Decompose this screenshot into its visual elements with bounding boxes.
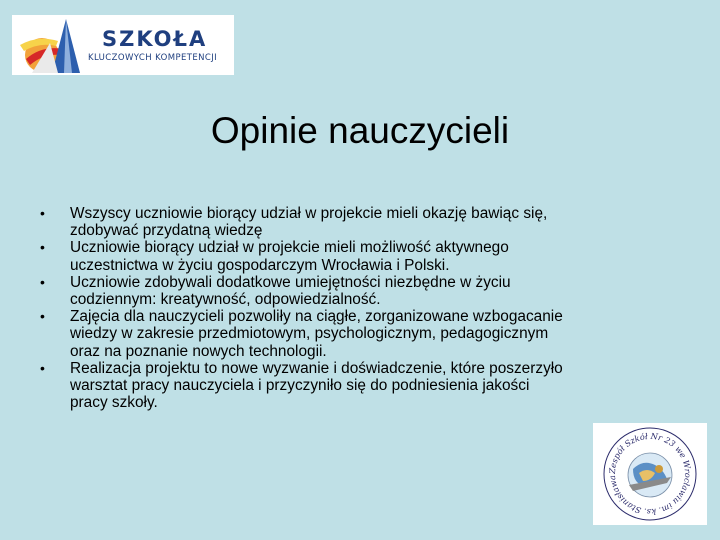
bullet-item	[40, 205, 570, 239]
bullet-dot-icon: •	[40, 359, 45, 376]
bullet-text: Uczniowie zdobywali dodatkowe umiejętności niezbędne w życiu codziennym: kreatywność, odpowiedzialność.	[70, 273, 511, 309]
school-seal	[593, 423, 707, 525]
logo-subtitle: KLUCZOWYCH KOMPETENCJI	[88, 53, 218, 63]
bullet-item	[40, 308, 570, 360]
seal-text: Zespół Szkół Nr 23 we Wrocławiu im. ks. Stanisława	[606, 430, 694, 518]
bullet-dot-icon: •	[40, 273, 45, 290]
bullet-dot-icon: •	[40, 239, 45, 256]
szkola-logo	[12, 15, 234, 75]
bullet-text: Realizacja projektu to nowe wyzwanie i doświadczenie, które poszerzyło warsztat pracy nauczyciela i przyczyniło się do podniesienia jakości pracy szkoły.	[70, 359, 563, 412]
logo-title: SZKOŁA	[102, 27, 208, 51]
bullet-text: Zajęcia dla nauczycieli pozwoliły na ciągłe, zorganizowane wzbogacanie wiedzy w zakresie przedmiotowym, psychologicznym, pedagogicznym oraz na poznanie nowych technologii.	[70, 308, 563, 360]
slide-title: Opinie nauczycieli	[210, 110, 510, 151]
bullet-text: Uczniowie biorący udział w projekcie mieli możliwość aktywnego uczestnictwa w życiu gospodarczym Wrocławia i Polski.	[70, 239, 509, 274]
bullet-list	[40, 205, 570, 411]
bullet-dot-icon: •	[40, 205, 45, 221]
bullet-item	[40, 239, 570, 273]
bullet-item	[40, 360, 570, 412]
bullet-item	[40, 274, 570, 308]
bullet-dot-icon: •	[40, 308, 45, 325]
school-seal-icon	[593, 423, 707, 525]
bullet-text: Wszyscy uczniowie biorący udział w projekcie mieli okazję bawiąc się, zdobywać przydatną wiedzę	[70, 205, 548, 240]
logo-mark-icon	[12, 15, 82, 75]
